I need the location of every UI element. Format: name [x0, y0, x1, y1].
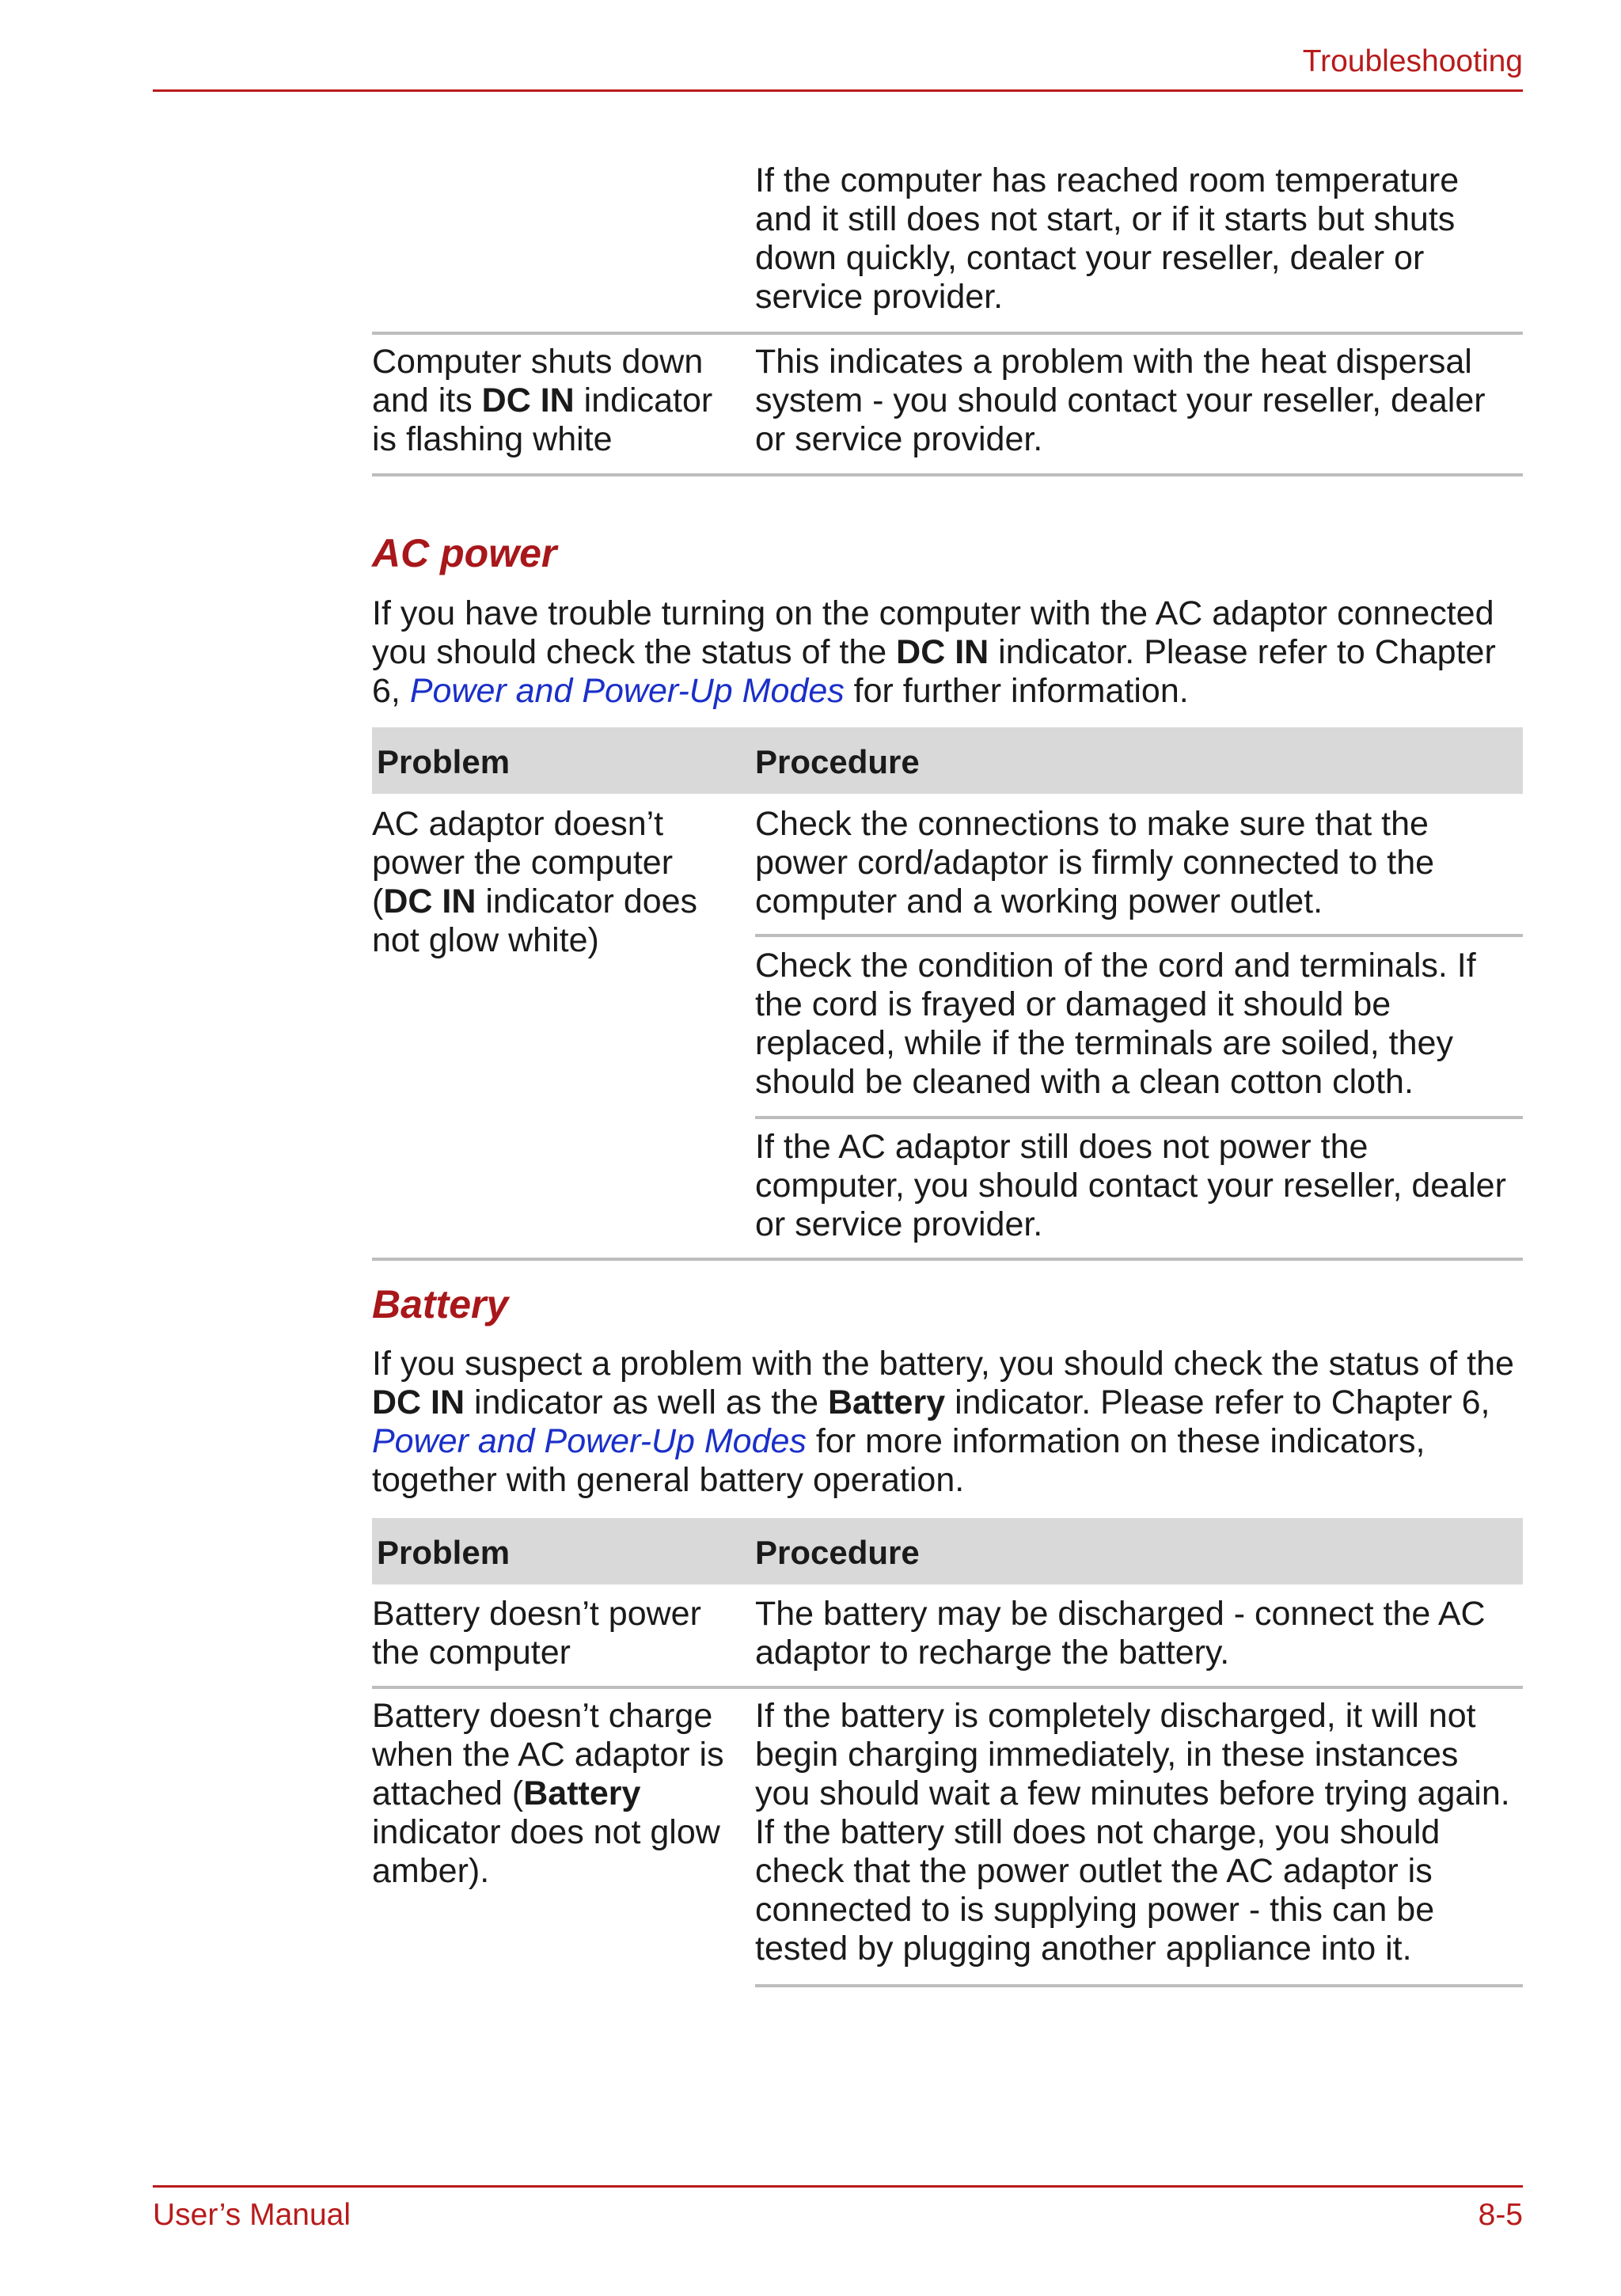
- ac-procedure-1: Check the connections to make sure that the power cord/adaptor is firmly connected to the computer and a working power outlet.: [755, 805, 1435, 920]
- procedure-divider: [755, 934, 1523, 937]
- column-header-procedure: Procedure: [755, 1534, 920, 1571]
- ac-problem: AC adaptor doesn’t power the computer (DC IN indicator does not glow white): [372, 805, 698, 959]
- battery-intro: If you suspect a problem with the battery, you should check the status of the DC IN indicator as well as the Battery indicator. Please refer to Chapter 6, Power and Power-Up Modes for more information on these indicators, together with general battery operation.: [372, 1345, 1514, 1499]
- table-bottom-rule: [372, 1258, 1523, 1261]
- procedure-divider: [755, 1116, 1523, 1119]
- table-row-divider: [372, 1686, 1523, 1689]
- column-header-procedure: Procedure: [755, 743, 920, 780]
- footer-rule: [153, 2185, 1523, 2188]
- table-header: [372, 727, 1523, 794]
- battery-procedure-2: If the battery is completely discharged, it will not begin charging immediately, in these instances you should wait a few minutes before trying again. If the battery still does not charge, you should check that the power outlet the AC adaptor is connected to is supplying power - this can be tested by plugging another appliance into it.: [755, 1697, 1510, 1968]
- battery-problem-1: Battery doesn’t power the computer: [372, 1595, 701, 1672]
- chapter-link[interactable]: Power and Power-Up Modes: [409, 672, 845, 710]
- table-header: [372, 1518, 1523, 1584]
- running-header: Troubleshooting: [1302, 44, 1523, 78]
- footer-manual-title: User’s Manual: [153, 2198, 351, 2232]
- ac-procedure-3: If the AC adaptor still does not power the computer, you should contact your reseller, dealer or service provider.: [755, 1128, 1506, 1243]
- section-heading-battery: Battery: [372, 1282, 509, 1326]
- ac-power-intro: If you have trouble turning on the computer with the AC adaptor connected you should check the status of the DC IN indicator. Please refer to Chapter 6, Power and Power-Up Modes for further information.: [372, 594, 1496, 710]
- page-number: 8-5: [1478, 2198, 1523, 2232]
- table-bottom-rule: [372, 473, 1523, 476]
- table-row-divider: [372, 332, 1523, 335]
- table-bottom-rule: [755, 1984, 1523, 1987]
- chapter-link[interactable]: Power and Power-Up Modes: [372, 1422, 807, 1460]
- overheat-procedure: This indicates a problem with the heat dispersal system - you should contact your reseller, dealer or service provider.: [755, 343, 1486, 458]
- column-header-problem: Problem: [377, 1534, 511, 1571]
- section-heading-ac-power: AC power: [372, 531, 557, 575]
- column-header-problem: Problem: [377, 743, 511, 780]
- battery-problem-2: Battery doesn’t charge when the AC adaptor is attached (Battery indicator does not glow amber).: [372, 1697, 724, 1890]
- battery-procedure-1: The battery may be discharged - connect the AC adaptor to recharge the battery.: [755, 1595, 1486, 1672]
- header-rule: [153, 89, 1523, 92]
- overheat-problem: Computer shuts down and its DC IN indicator is flashing white: [372, 343, 713, 458]
- ac-procedure-2: Check the condition of the cord and terminals. If the cord is frayed or damaged it should be replaced, while if the terminals are soiled, they should be cleaned with a clean cotton cloth.: [755, 947, 1476, 1101]
- continued-procedure: If the computer has reached room temperature and it still does not start, or if it starts but shuts down quickly, contact your reseller, dealer or service provider.: [755, 161, 1460, 316]
